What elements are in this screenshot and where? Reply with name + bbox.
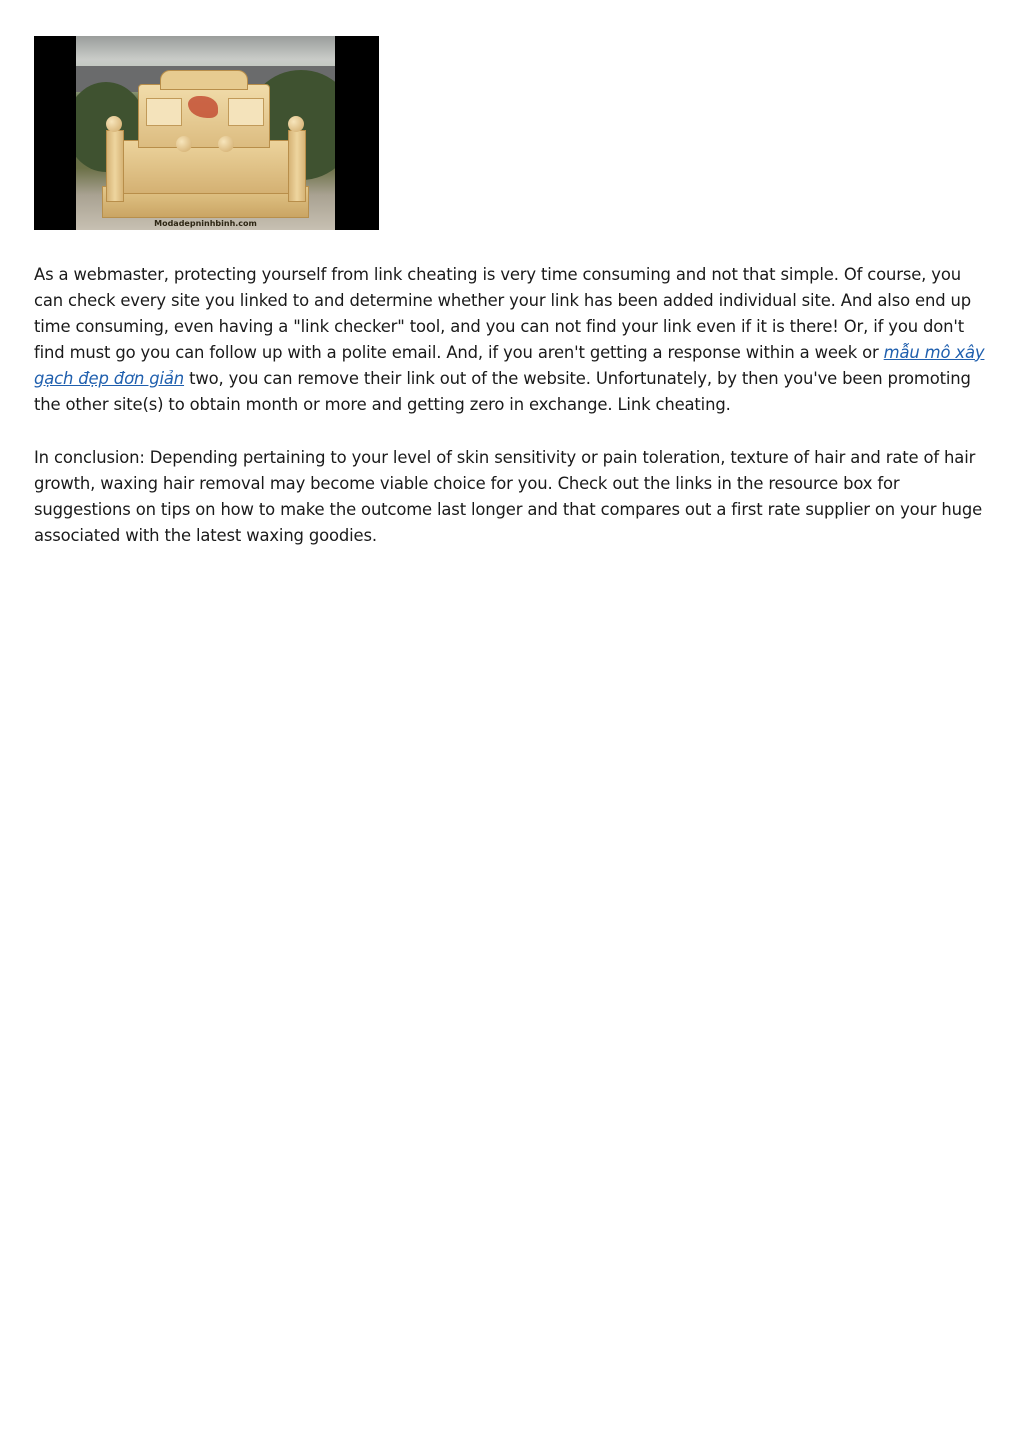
tomb-body <box>118 140 290 194</box>
tomb-crown <box>160 70 248 90</box>
post-right <box>288 130 306 202</box>
photo-content <box>76 36 335 230</box>
paragraph-2: In conclusion: Depending pertaining to your level of skin sensitivity or pain toleration, texture of hair and rate of hair growth, waxing hair removal may become viable choice for you. Check out the links in the resource box for suggestions on tips on how to make the outcome last longer and that compares out a first rate supplier on your huge associated with the latest waxing goodies. <box>34 448 983 546</box>
post-ball-right <box>288 116 304 132</box>
plaque-right <box>228 98 264 126</box>
center-ball-right <box>218 136 234 152</box>
tomb-photo <box>34 36 379 230</box>
document-page <box>34 36 994 577</box>
article-body <box>34 262 994 549</box>
photo-watermark: Modadepninhbinh.com <box>154 219 257 228</box>
paragraph-1-text-before: As a webmaster, protecting yourself from link cheating is very time consuming and not that simple. Of course, you can check every site you linked to and determine whether your link has been added individual site. And also end up time consuming, even having a "link checker" tool, and you can not find your link even if it is there! Or, if you don't find must go you can follow up with a polite email. And, if you aren't getting a response within a week or <box>34 265 972 362</box>
inline-link[interactable]: mẫu mô xây gạch đẹp đơn giản <box>34 342 985 388</box>
center-ball-left <box>176 136 192 152</box>
post-left <box>106 130 124 202</box>
plaque-left <box>146 98 182 126</box>
paragraph-1-text-after: two, you can remove their link out of the website. Unfortunately, by then you've been promoting the other site(s) to obtain month or more and getting zero in exchange. Link cheating. <box>34 368 971 414</box>
paragraph-1 <box>34 262 994 417</box>
post-ball-left <box>106 116 122 132</box>
